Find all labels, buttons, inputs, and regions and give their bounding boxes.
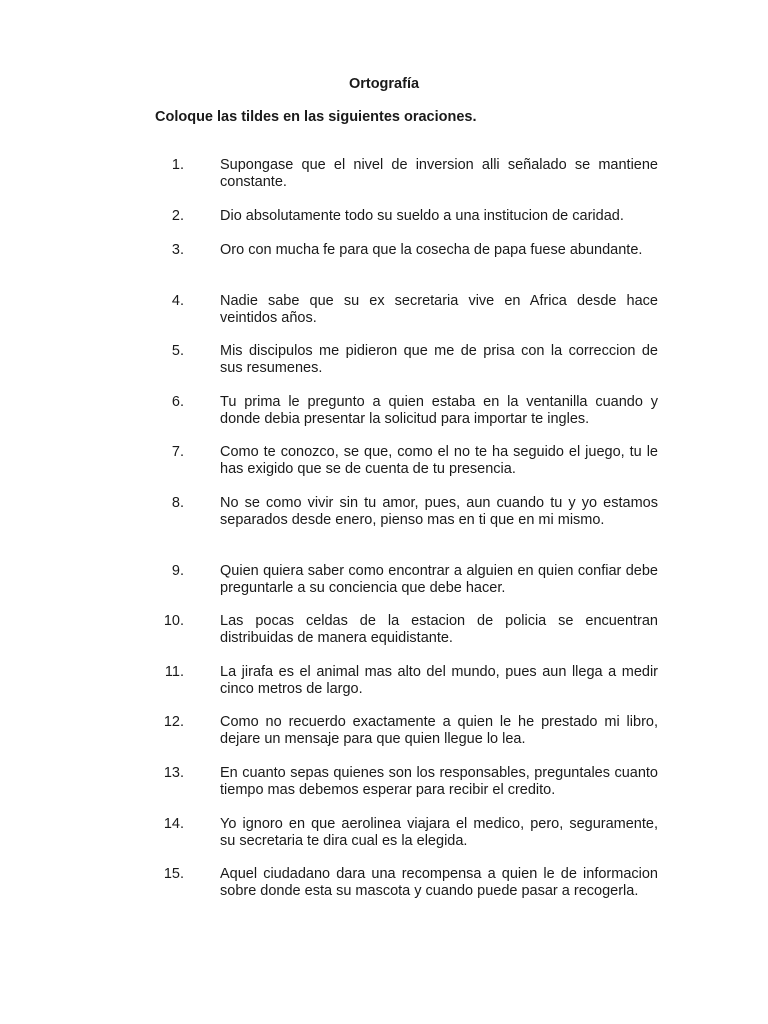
exercise-item [0,613,768,664]
item-sentence: No se como vivir sin tu amor, pues, aun cuando tu y yo estamos separados desde enero, pienso mas en ti que en mi mismo. [220,495,658,529]
item-sentence: Oro con mucha fe para que la cosecha de papa fuese abundante. [220,242,643,259]
item-sentence: La jirafa es el animal mas alto del mundo, pues aun llega a medir cinco metros de largo. [220,663,658,697]
exercise-item [0,444,768,495]
exercise-list [0,157,768,917]
item-number: 1. [171,157,184,173]
item-number: 2. [171,207,184,224]
item-number: 8. [171,495,184,512]
exercise-item [0,208,768,243]
item-sentence: Aquel ciudadano dara una recompensa a quien le de informacion sobre donde esta su mascota y cuando puede pasar a recogerla. [220,866,658,900]
item-number: 3. [171,242,184,259]
item-sentence: Como no recuerdo exactamente a quien le he prestado mi libro, dejare un mensaje para que quien llegue lo lea. [220,714,658,748]
item-sentence: Como te conozco, se que, como el no te ha seguido el juego, tu le has exigido que se de cuenta de tu presencia. [220,444,658,478]
exercise-item [0,866,768,917]
item-number: 11. [164,663,184,680]
exercise-item [0,394,768,445]
exercise-item [0,765,768,816]
item-number: 6. [171,393,184,410]
exercise-item [0,816,768,867]
instruction-text: Coloque las tildes en las siguientes oraciones. [155,109,477,125]
item-sentence: Dio absolutamente todo su sueldo a una institucion de caridad. [220,207,624,224]
item-number: 4. [171,292,184,309]
item-sentence: Las pocas celdas de la estacion de policia se encuentran distribuidas de manera equidistante. [220,613,658,647]
item-sentence: Supongase que el nivel de inversion alli señalado se mantiene constante. [220,157,658,190]
document-title: Ortografía [348,76,420,92]
item-number: 9. [171,562,184,579]
exercise-item [0,157,768,208]
item-sentence: Tu prima le pregunto a quien estaba en la ventanilla cuando y donde debia presentar la solicitud para importar te ingles. [220,393,658,427]
item-number: 5. [171,343,184,360]
item-number: 12. [163,714,184,731]
exercise-item [0,563,768,614]
exercise-item [0,714,768,765]
item-number: 13. [163,764,184,781]
exercise-item [0,242,768,293]
exercise-item [0,343,768,394]
item-number: 14. [163,815,184,832]
item-sentence: En cuanto sepas quienes son los responsables, preguntales cuanto tiempo mas debemos esperar para recibir el credito. [220,764,658,798]
exercise-item [0,293,768,344]
item-sentence: Yo ignoro en que aerolinea viajara el medico, pero, seguramente, su secretaria te dira cual es la elegida. [220,815,658,849]
item-sentence: Mis discipulos me pidieron que me de prisa con la correccion de sus resumenes. [220,343,658,377]
item-number: 7. [171,444,184,461]
item-sentence: Nadie sabe que su ex secretaria vive en Africa desde hace veintidos años. [220,292,658,326]
exercise-item [0,495,768,563]
exercise-item [0,664,768,715]
item-number: 15. [163,866,184,883]
item-sentence: Quien quiera saber como encontrar a alguien en quien confiar debe preguntarle a su conciencia que debe hacer. [220,562,658,596]
item-number: 10. [163,613,184,630]
